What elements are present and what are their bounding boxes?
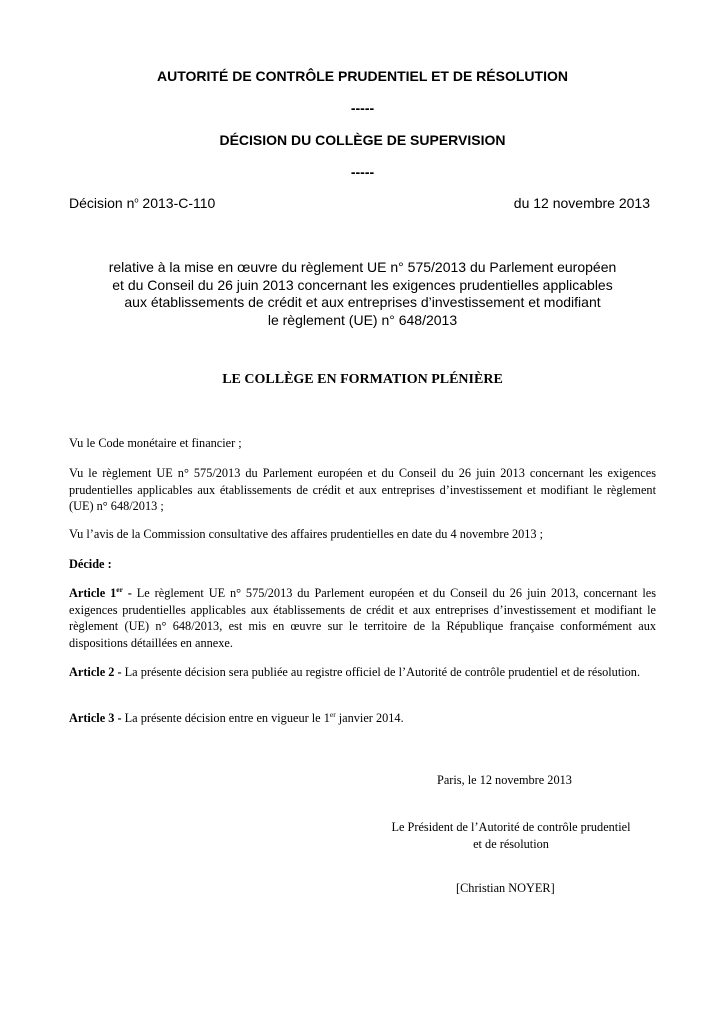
- separator: -----: [350, 100, 375, 116]
- separator: -----: [350, 164, 375, 180]
- article-2-label: Article 2 -: [69, 665, 122, 679]
- vu-paragraph: Vu le règlement UE n° 575/2013 du Parlement européen et du Conseil du 26 juin 2013 concernant les exigences prudentielles applicables aux établissements de crédit et aux entreprises d’investissement et modifiant le règlement (UE) n° 648/2013 ;: [69, 466, 656, 514]
- subject-line: le règlement (UE) n° 648/2013: [267, 311, 458, 328]
- authority-heading: AUTORITÉ DE CONTRÔLE PRUDENTIEL ET DE RÉSOLUTION: [157, 68, 568, 84]
- decision-date: du 12 novembre 2013: [513, 195, 650, 211]
- subject-line: aux établissements de crédit et aux entreprises d’investissement et modifiant: [124, 294, 601, 310]
- article-2: Article 2 - La présente décision sera publiée au registre officiel de l’Autorité de contrôle prudentiel et de résolution.: [69, 665, 641, 679]
- article-1: Article 1er - Le règlement UE n° 575/2013 du Parlement européen et du Conseil du 26 juin 2013, concernant les exigences prudentielles applicables aux établissements de crédit et aux entreprises d’investissement et modifiant le règlement (UE) n° 648/2013, est mis en œuvre sur le territoire de la République française conformément aux dispositions détaillées en annexe.: [69, 584, 657, 651]
- college-heading: LE COLLÈGE EN FORMATION PLÉNIÈRE: [222, 372, 503, 387]
- article-3: Article 3 - La présente décision entre en vigueur le 1er janvier 2014.: [69, 709, 404, 725]
- vu-paragraph: Vu l’avis de la Commission consultative des affaires prudentielles en date du 4 novembre 2013 ;: [69, 527, 544, 541]
- article-3-label: Article 3 -: [69, 711, 122, 725]
- subject-line: et du Conseil du 26 juin 2013 concernant les exigences prudentielles applicables: [112, 276, 613, 293]
- decision-heading: DÉCISION DU COLLÈGE DE SUPERVISION: [219, 132, 506, 148]
- signatory-title: Le Président de l’Autorité de contrôle prudentiel et de résolution: [391, 820, 631, 851]
- subject-line: relative à la mise en œuvre du règlement UE n° 575/2013 du Parlement européen: [108, 259, 617, 275]
- vu-paragraph: Vu le Code monétaire et financier ;: [69, 436, 242, 450]
- decide-heading: Décide :: [69, 557, 112, 571]
- place-date: Paris, le 12 novembre 2013: [437, 773, 572, 787]
- signatory-name: [Christian NOYER]: [456, 881, 555, 895]
- decision-number: Décision $n^o$ 2013-C-110: [69, 195, 216, 211]
- article-1-label: Article 1er -: [69, 584, 132, 600]
- decision-subject: [0, 259, 725, 329]
